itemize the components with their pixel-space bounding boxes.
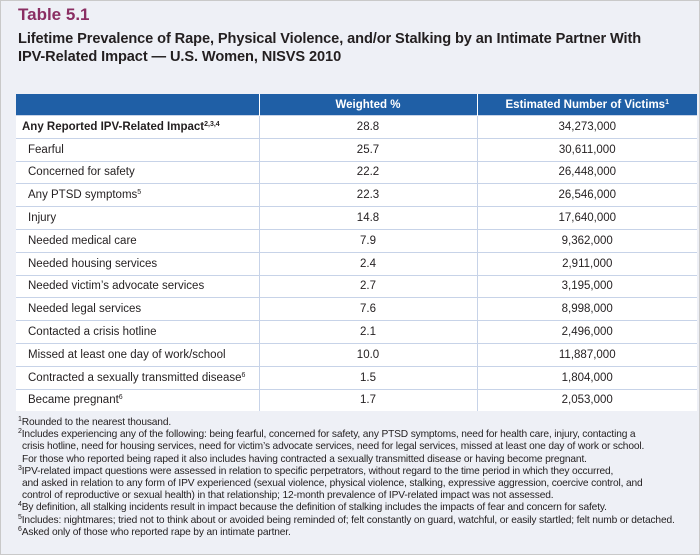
column-header-label bbox=[16, 94, 259, 116]
title-line-2: IPV-Related Impact — U.S. Women, NISVS 2010 bbox=[18, 49, 342, 65]
row-label: Concerned for safety bbox=[16, 161, 259, 184]
table-row bbox=[16, 366, 697, 389]
column-header-victims bbox=[477, 94, 697, 116]
table-label: Table 5.1 bbox=[18, 5, 90, 24]
row-victims: 1,804,000 bbox=[477, 366, 697, 389]
row-victims: 30,611,000 bbox=[477, 138, 697, 161]
row-label: Contracted a sexually transmitted disease$^6$ bbox=[16, 366, 259, 389]
table-row bbox=[16, 207, 697, 230]
row-victims: 17,640,000 bbox=[477, 207, 697, 230]
row-victims: 2,496,000 bbox=[477, 321, 697, 344]
row-weighted: 14.8 bbox=[259, 207, 477, 230]
row-victims: 26,546,000 bbox=[477, 184, 697, 207]
table-row bbox=[16, 298, 697, 321]
row-weighted: 10.0 bbox=[259, 343, 477, 366]
row-label: Any Reported IPV-Related Impact$^{2,3,4}$ bbox=[16, 116, 259, 139]
row-weighted: 22.2 bbox=[259, 161, 477, 184]
table-row bbox=[16, 161, 697, 184]
row-victims: 9,362,000 bbox=[477, 229, 697, 252]
footnote-continuation: crisis hotline, need for housing services, need for victim’s advocate services, need for legal services, missed at least one day of work or school. bbox=[22, 441, 645, 453]
table-row bbox=[16, 275, 697, 298]
table-row bbox=[16, 138, 697, 161]
table-row bbox=[16, 321, 697, 344]
row-label: Missed at least one day of work/school bbox=[16, 343, 259, 366]
footnote-continuation: For those who reported being raped it also includes having contracted a sexually transmitted disease or having become pregnant. bbox=[22, 453, 587, 465]
footnote: $^2$Includes experiencing any of the following: being fearful, concerned for safety, any PTSD symptoms, need for health care, injury, contacting a bbox=[18, 428, 636, 441]
footnote-continuation: and asked in relation to any form of IPV experienced (sexual violence, physical violence, stalking, expressive aggression, coercive control, and bbox=[22, 478, 643, 490]
footnote: $^3$IPV-related impact questions were assessed in relation to specific perpetrators, without regard to the time period in which they occurred, bbox=[18, 464, 614, 477]
table-row bbox=[16, 343, 697, 366]
row-weighted: 7.6 bbox=[259, 298, 477, 321]
footnote: $^5$Includes: nightmares; tried not to think about or avoided being reminded of; felt constantly on guard, watchful, or easily startled; felt numb or detached. bbox=[18, 513, 675, 526]
footnote: $^6$Asked only of those who reported rape by an intimate partner. bbox=[18, 525, 291, 538]
row-label: Needed medical care bbox=[16, 229, 259, 252]
row-victims: 34,273,000 bbox=[477, 116, 697, 139]
row-label: Needed housing services bbox=[16, 252, 259, 275]
row-label: Fearful bbox=[16, 138, 259, 161]
header-row bbox=[16, 94, 697, 116]
row-weighted: 2.4 bbox=[259, 252, 477, 275]
row-victims: 2,911,000 bbox=[477, 252, 697, 275]
column-header-victims-text: Estimated Number of Victims bbox=[505, 98, 666, 111]
row-label: Injury bbox=[16, 207, 259, 230]
row-weighted: 2.7 bbox=[259, 275, 477, 298]
table-row bbox=[16, 229, 697, 252]
row-weighted: 22.3 bbox=[259, 184, 477, 207]
row-weighted: 1.7 bbox=[259, 389, 477, 411]
table-row bbox=[16, 116, 697, 139]
prevalence-table bbox=[16, 94, 697, 411]
row-label: Became pregnant$^6$ bbox=[16, 389, 259, 411]
row-label: Any PTSD symptoms$^5$ bbox=[16, 184, 259, 207]
row-weighted: 1.5 bbox=[259, 366, 477, 389]
footnote: $^4$By definition, all stalking incidents result in impact because the definition of stalking includes the impacts of fear and concern for safety. bbox=[18, 501, 607, 514]
footnote-ref: 2,3,4 bbox=[204, 120, 220, 128]
footnotes bbox=[18, 417, 696, 539]
footnote-ref: 5 bbox=[137, 189, 142, 197]
row-weighted: 7.9 bbox=[259, 229, 477, 252]
footnote-ref: 1 bbox=[665, 98, 669, 106]
row-weighted: 28.8 bbox=[259, 116, 477, 139]
row-victims: 3,195,000 bbox=[477, 275, 697, 298]
row-weighted: 2.1 bbox=[259, 321, 477, 344]
column-header-weighted: Weighted % bbox=[259, 94, 477, 116]
row-label: Needed victim’s advocate services bbox=[16, 275, 259, 298]
row-weighted: 25.7 bbox=[259, 138, 477, 161]
footnote-ref: 6 bbox=[118, 394, 123, 402]
table-row bbox=[16, 389, 697, 411]
table-row bbox=[16, 252, 697, 275]
footnote-ref: 6 bbox=[241, 371, 246, 379]
row-victims: 2,053,000 bbox=[477, 389, 697, 411]
table-title bbox=[18, 30, 698, 66]
title-line-1: Lifetime Prevalence of Rape, Physical Violence, and/or Stalking by an Intimate Partner With bbox=[18, 31, 642, 47]
row-victims: 8,998,000 bbox=[477, 298, 697, 321]
row-victims: 11,887,000 bbox=[477, 343, 697, 366]
table-row bbox=[16, 184, 697, 207]
row-label: Contacted a crisis hotline bbox=[16, 321, 259, 344]
row-label: Needed legal services bbox=[16, 298, 259, 321]
footnote-continuation: control of reproductive or sexual health) in that relationship; 12-month prevalence of IPV-related impact was not assessed. bbox=[22, 490, 554, 502]
row-victims: 26,448,000 bbox=[477, 161, 697, 184]
footnote: $^1$Rounded to the nearest thousand. bbox=[18, 416, 172, 428]
